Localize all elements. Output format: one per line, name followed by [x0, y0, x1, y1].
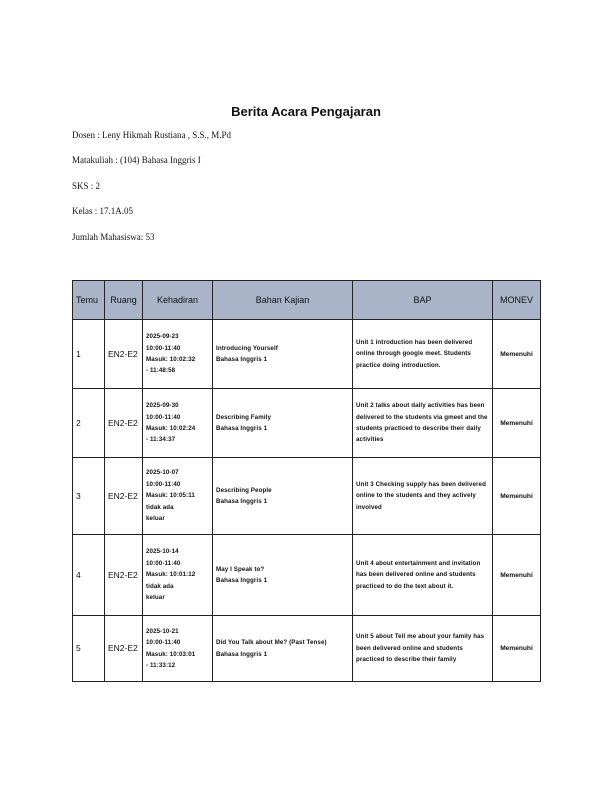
bap-cell: Unit 2 talks about daily activities has been delivered to the students via gmeet and the students practiced to describe their daily activities — [353, 389, 493, 458]
temu-cell: 2 — [73, 389, 105, 458]
teaching-log-table — [72, 280, 541, 682]
monev-cell: Memenuhi — [493, 458, 541, 535]
temu-cell: 3 — [73, 458, 105, 535]
kehadiran-date: 2025-09-30 — [146, 402, 179, 410]
bahan-course: Bahasa Inggris 1 — [216, 650, 268, 658]
header-monev: MONEV — [493, 281, 541, 320]
table-row — [73, 389, 541, 458]
bahan-kajian-cell — [213, 458, 353, 535]
kehadiran-cell — [143, 535, 213, 616]
monev-cell: Memenuhi — [493, 616, 541, 682]
bap-cell: Unit 1 introduction has been delivered online through google meet. Students practice doing introduction. — [353, 320, 493, 389]
bahan-kajian-cell — [213, 320, 353, 389]
header-bahan-kajian: Bahan Kajian — [213, 281, 353, 320]
kehadiran-date: 2025-10-21 — [146, 627, 179, 635]
ruang-cell: EN2-E2 — [105, 389, 143, 458]
kehadiran-masuk: Masuk: 10:05:11 — [146, 492, 195, 500]
ruang-cell: EN2-E2 — [105, 616, 143, 682]
sks-info: SKS : 2 — [72, 181, 101, 191]
kehadiran-cell — [143, 320, 213, 389]
bap-cell: Unit 3 Checking supply has been delivered online to the students and they actively involved — [353, 458, 493, 535]
kehadiran-keluar-label: keluar — [146, 515, 165, 523]
monev-cell: Memenuhi — [493, 320, 541, 389]
kehadiran-keluar: - 11:48:58 — [146, 367, 176, 375]
temu-cell: 1 — [73, 320, 105, 389]
bahan-course: Bahasa Inggris 1 — [216, 356, 268, 363]
table-header-row — [73, 281, 541, 320]
kehadiran-time: 10:00-11:40 — [146, 639, 181, 647]
bahan-topic: Describing People — [216, 486, 272, 494]
temu-cell: 5 — [73, 616, 105, 682]
table-row — [73, 320, 541, 389]
kehadiran-masuk: Masuk: 10:02:32 — [146, 356, 196, 363]
monev-cell: Memenuhi — [493, 389, 541, 458]
bahan-course: Bahasa Inggris 1 — [216, 577, 268, 584]
header-bap: BAP — [353, 281, 493, 320]
bahan-topic: Describing Family — [216, 413, 271, 421]
kehadiran-cell — [143, 458, 213, 535]
kehadiran-time: 10:00-11:40 — [146, 559, 181, 567]
bahan-topic: Did You Talk about Me? (Past Tense) — [216, 639, 327, 647]
table-row — [73, 458, 541, 535]
header-ruang: Ruang — [105, 281, 143, 320]
kelas-info: Kelas : 17.1A.05 — [72, 206, 133, 216]
kehadiran-date: 2025-10-07 — [146, 469, 179, 477]
bahan-course: Bahasa Inggris 1 — [216, 498, 268, 505]
kehadiran-cell — [143, 389, 213, 458]
table-row — [73, 535, 541, 616]
page-title: Berita Acara Pengajaran — [231, 104, 381, 119]
header-temu: Temu — [73, 281, 105, 320]
kehadiran-time: 10:00-11:40 — [146, 480, 181, 488]
ruang-cell: EN2-E2 — [105, 320, 143, 389]
kehadiran-masuk: Masuk: 10:02:24 — [146, 425, 196, 432]
bahan-kajian-cell — [213, 389, 353, 458]
kehadiran-cell — [143, 616, 213, 682]
ruang-cell: EN2-E2 — [105, 535, 143, 616]
kehadiran-keluar: - 11:33:12 — [146, 661, 176, 669]
dosen-info: Dosen : Leny Hikmah Rustiana , S.S., M.Pd — [72, 130, 231, 140]
header-kehadiran: Kehadiran — [143, 281, 213, 320]
table-row — [73, 616, 541, 682]
kehadiran-keluar: - 11:34:37 — [146, 436, 176, 444]
bahan-kajian-cell — [213, 616, 353, 682]
jumlah-mahasiswa-info: Jumlah Mahasiswa: 53 — [72, 232, 155, 242]
kehadiran-keluar-status: tidak ada — [146, 503, 174, 511]
kehadiran-date: 2025-09-23 — [146, 333, 179, 341]
bap-cell: Unit 5 about Tell me about your family has been delivered online and students practiced to describe their family — [353, 616, 493, 682]
kehadiran-keluar-status: tidak ada — [146, 582, 174, 590]
matakuliah-info: Matakuliah : (104) Bahasa Inggris I — [72, 155, 201, 165]
kehadiran-masuk: Masuk: 10:01:12 — [146, 571, 196, 579]
bahan-topic: Introducing Yourself — [216, 344, 278, 352]
temu-cell: 4 — [73, 535, 105, 616]
bahan-course: Bahasa Inggris 1 — [216, 425, 268, 432]
kehadiran-masuk: Masuk: 10:03:01 — [146, 650, 196, 658]
bap-cell: Unit 4 about entertainment and invitation has been delivered online and students practiced to do the text about it. — [353, 535, 493, 616]
kehadiran-time: 10:00-11:40 — [146, 413, 181, 421]
bahan-topic: May I Speak to? — [216, 565, 265, 573]
kehadiran-date: 2025-10-14 — [146, 548, 179, 556]
ruang-cell: EN2-E2 — [105, 458, 143, 535]
bahan-kajian-cell — [213, 535, 353, 616]
kehadiran-time: 10:00-11:40 — [146, 344, 181, 352]
monev-cell: Memenuhi — [493, 535, 541, 616]
kehadiran-keluar-label: keluar — [146, 594, 165, 602]
